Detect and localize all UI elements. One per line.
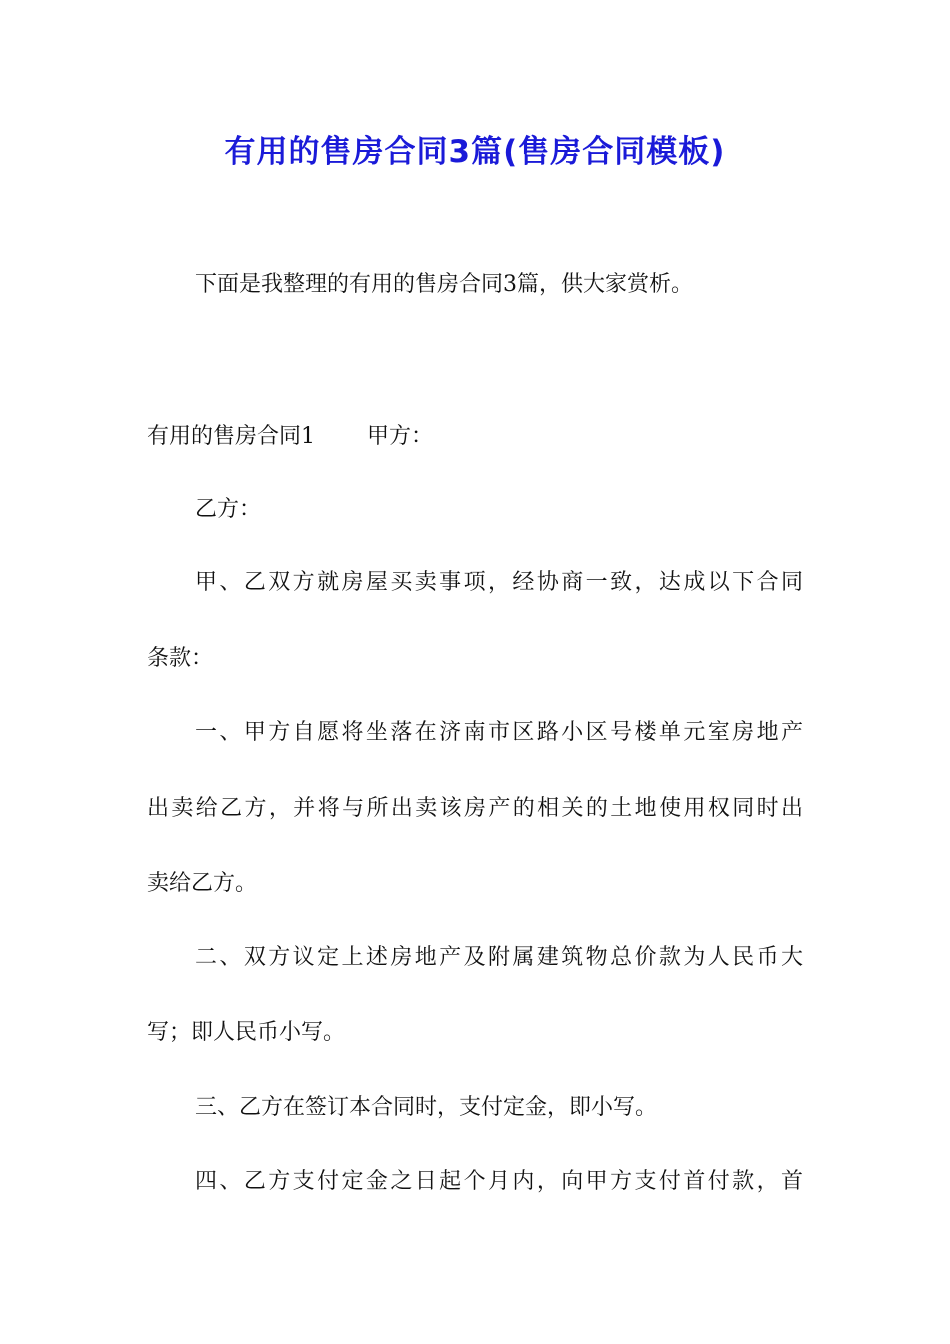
intro-paragraph: 下面是我整理的有用的售房合同3篇，供大家赏析。 — [195, 272, 693, 297]
clause-1-line-1: 一、甲方自愿将坐落在济南市区路小区号楼单元室房地产 — [195, 720, 803, 745]
clause-2-line-1: 二、双方议定上述房地产及附属建筑物总价款为人民币大 — [195, 945, 803, 970]
clause-1-line-3: 卖给乙方。 — [147, 871, 258, 896]
clause-2-line-2: 写；即人民币小写。 — [147, 1020, 346, 1045]
preamble-line-2: 条款： — [147, 646, 214, 671]
party-a-label: 甲方： — [367, 424, 434, 449]
contract-heading — [147, 422, 433, 452]
contract-title: 有用的售房合同1 — [147, 424, 315, 449]
preamble-line-1: 甲、乙双方就房屋买卖事项，经协商一致，达成以下合同 — [195, 570, 803, 595]
document-title: 有用的售房合同3篇(售房合同模板) — [224, 134, 726, 170]
party-b-label: 乙方： — [195, 497, 262, 522]
clause-1-line-2: 出卖给乙方，并将与所出卖该房产的相关的土地使用权同时出 — [147, 796, 803, 821]
clause-4-line-1: 四、乙方支付定金之日起个月内，向甲方支付首付款，首 — [195, 1169, 803, 1194]
clause-3-line-1: 三、乙方在签订本合同时，支付定金，即小写。 — [195, 1095, 658, 1120]
